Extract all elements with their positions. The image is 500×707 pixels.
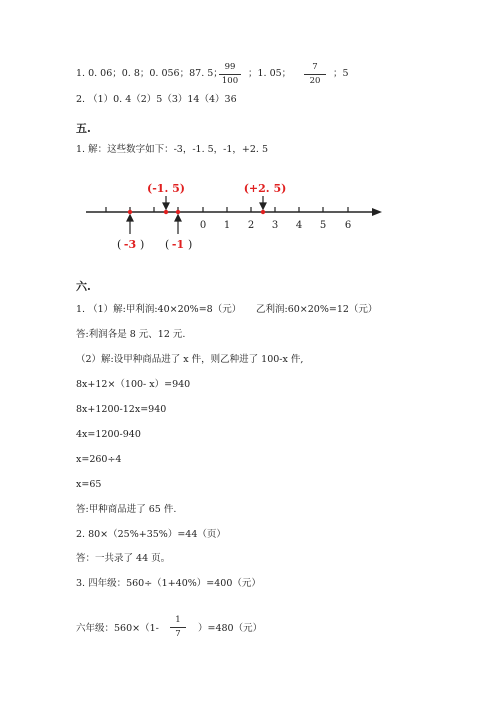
fraction-numerator: 1 xyxy=(170,615,186,628)
fraction-denominator: 20 xyxy=(309,76,321,86)
arrow-down-icon xyxy=(163,203,169,209)
paren-close: ) xyxy=(188,238,193,251)
tick-label-3: 3 xyxy=(271,220,279,231)
fraction-denominator: 100 xyxy=(221,76,239,86)
solution-line-12: 3. 四年级：560÷（1+40%）=400（元） xyxy=(76,578,261,589)
solution-line-5: 8x+1200-12x=940 xyxy=(76,404,167,415)
point-pos2-5 xyxy=(261,210,265,214)
tick-label-2: 2 xyxy=(247,220,255,231)
solution-line-7: x=260÷4 xyxy=(76,454,122,465)
answer-line-2: 2. （1）0. 4（2）5（3）14（4）36 xyxy=(76,94,237,105)
solution-line-9: 答:甲种商品进了 65 件. xyxy=(76,504,177,515)
tick-label-4: 4 xyxy=(295,220,303,231)
fraction-numerator: 7 xyxy=(304,62,326,75)
annotation-neg1-5: (-1. 5) xyxy=(147,182,185,195)
section5-line-1: 1. 解：这些数字如下：-3，-1. 5，-1，+2. 5 xyxy=(76,144,269,155)
arrow-up-icon xyxy=(127,215,133,221)
answer-line-1a: 1. 0. 06；0. 8；0. 056；87. 5； xyxy=(76,68,223,79)
paren-open: ( xyxy=(165,238,170,251)
tick-label-0: 0 xyxy=(199,220,207,231)
number-line-diagram xyxy=(0,0,500,260)
answer-line-1b: ；1. 05； xyxy=(248,68,292,79)
solution-line-10: 2. 80×（25%+35%）=44（页） xyxy=(76,529,226,540)
solution-line-1b: 乙利润:60×20%=12（元） xyxy=(256,304,378,315)
annotation-neg1: -1 xyxy=(171,238,185,251)
arrow-head-icon xyxy=(372,208,382,216)
solution-line-3: （2）解:设甲种商品进了 x 件，则乙种进了 100-x 件, xyxy=(76,354,304,365)
fraction-denominator: 7 xyxy=(175,629,181,639)
solution-line-6: 4x=1200-940 xyxy=(76,429,141,440)
section-heading-5: 五. xyxy=(76,122,91,135)
solution-line-11: 答：一共录了 44 页。 xyxy=(76,553,171,564)
answer-line-1c: ；5 xyxy=(333,68,349,79)
solution-line-8: x=65 xyxy=(76,479,102,490)
fraction-numerator: 99 xyxy=(219,62,241,75)
tick-label-5: 5 xyxy=(319,220,327,231)
arrow-down-icon xyxy=(260,203,266,209)
fraction-1-7 xyxy=(170,615,186,640)
paren-open: ( xyxy=(117,238,122,251)
tick-marks xyxy=(106,207,348,212)
point-neg1 xyxy=(176,210,180,214)
arrow-up-icon xyxy=(175,215,181,221)
annotation-pos2-5: (+2. 5) xyxy=(243,182,287,195)
tick-label-6: 6 xyxy=(344,220,352,231)
solution-line-13a: 六年级：560×（1- xyxy=(76,623,159,634)
solution-line-13b: ）=480（元） xyxy=(198,623,263,634)
section-heading-6: 六. xyxy=(76,280,91,293)
solution-line-1a: 1. （1）解:甲利润:40×20%=8（元） xyxy=(76,304,242,315)
solution-line-4: 8x+12×（100- x）=940 xyxy=(76,379,191,390)
solution-line-2: 答:利润各是 8 元、12 元. xyxy=(76,329,186,340)
point-neg1-5 xyxy=(164,210,168,214)
point-neg3 xyxy=(128,210,132,214)
tick-label-1: 1 xyxy=(223,220,231,231)
paren-close: ) xyxy=(140,238,145,251)
annotation-neg3: -3 xyxy=(123,238,137,251)
